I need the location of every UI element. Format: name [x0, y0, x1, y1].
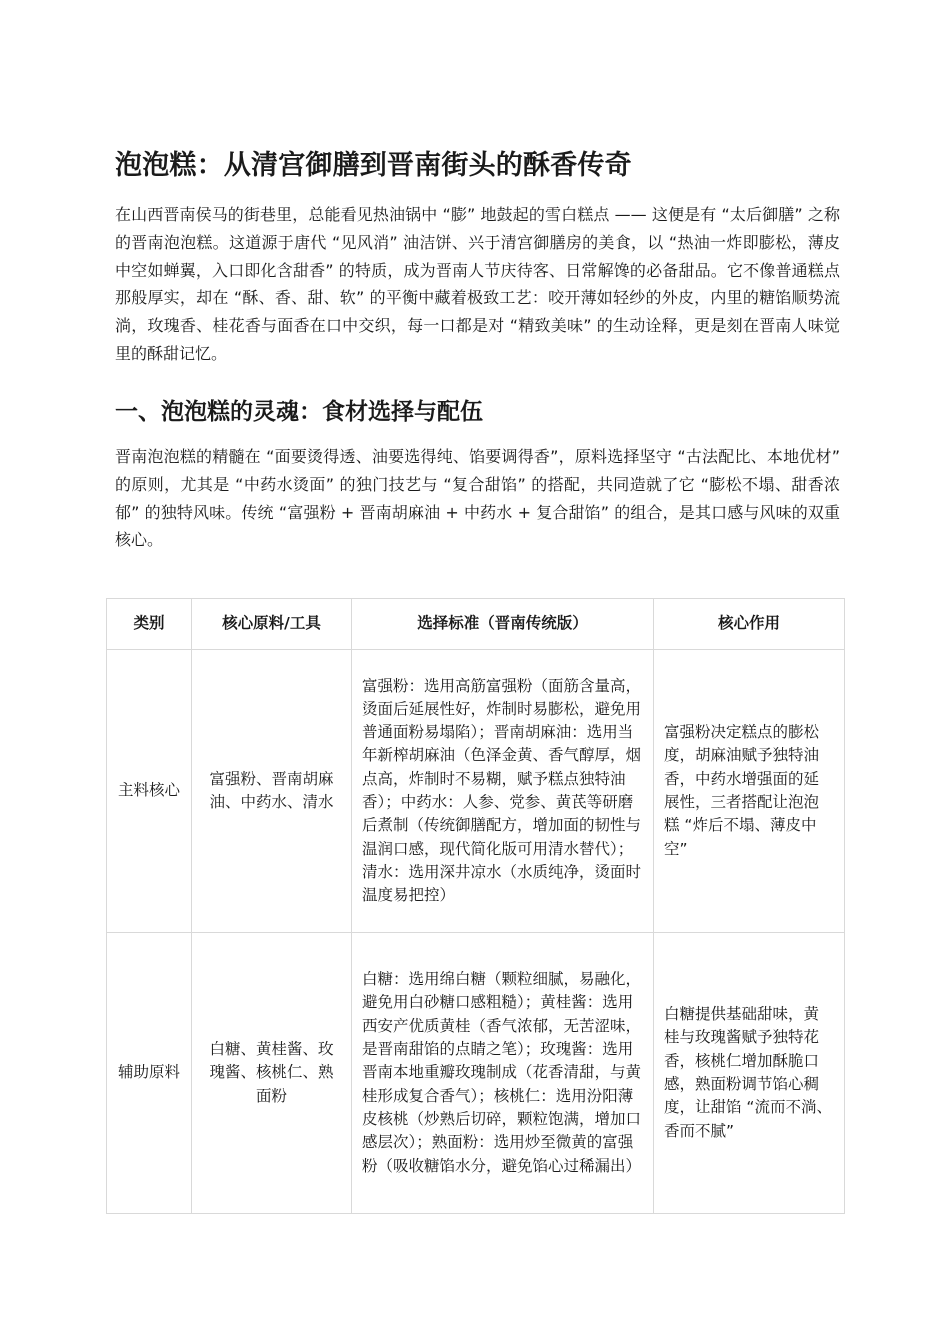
table-header-row	[107, 599, 845, 650]
header-category: 类别	[107, 599, 192, 650]
table-row	[107, 650, 845, 933]
cell-standard: 白糖：选用绵白糖（颗粒细腻，易融化，避免用白砂糖口感粗糙）；黄桂酱：选用西安产优质黄桂（香气浓郁，无苦涩味，是晋南甜馅的点睛之笔）；玫瑰酱：选用晋南本地重瓣玫瑰制成（花香清甜，与黄桂形成复合香气）；核桃仁：选用汾阳薄皮核桃（炒熟后切碎，颗粒饱满，增加口感层次）；熟面粉：选用炒至微黄的富强粉（吸收糖馅水分，避免馅心过稀漏出）	[352, 933, 654, 1214]
header-role: 核心作用	[654, 599, 845, 650]
document-title: 泡泡糕：从清宫御膳到晋南街头的酥香传奇	[115, 150, 632, 181]
cell-standard: 富强粉：选用高筋富强粉（面筋含量高，烫面后延展性好，炸制时易膨松，避免用普通面粉易塌陷）；晋南胡麻油：选用当年新榨胡麻油（色泽金黄、香气醇厚，烟点高，炸制时不易糊，赋予糕点独特油香）；中药水：人参、党参、黄芪等研磨后煮制（传统御膳配方，增加面的韧性与温润口感，现代简化版可用清水替代）；清水：选用深井凉水（水质纯净，烫面时温度易把控）	[352, 650, 654, 933]
cell-category: 主料核心	[107, 650, 192, 933]
intro-paragraph: 在山西晋南侯马的街巷里，总能看见热油锅中 “膨” 地鼓起的雪白糕点 —— 这便是有 “太后御膳” 之称的晋南泡泡糕。这道源于唐代 “见风消” 油洁饼、兴于清宫御膳房的美食，以 “热油一炸即膨松，薄皮中空如蝉翼，入口即化含甜香” 的特质，成为晋南人节庆待客、日常解馋的必备甜品。它不像普通糕点那般厚实，却在 “酥、香、甜、软” 的平衡中藏着极致工艺：咬开薄如轻纱的外皮，内里的糖馅顺势流淌，玫瑰香、桂花香与面香在口中交织，每一口都是对 “精致美味” 的生动诠释，更是刻在晋南人味觉里的酥甜记忆。	[115, 205, 840, 363]
cell-material: 白糖、黄桂酱、玫瑰酱、核桃仁、熟面粉	[192, 933, 352, 1214]
cell-material: 富强粉、晋南胡麻油、中药水、清水	[192, 650, 352, 933]
header-standard: 选择标准（晋南传统版）	[352, 599, 654, 650]
ingredients-table	[106, 598, 845, 1214]
cell-role: 富强粉决定糕点的膨松度，胡麻油赋予独特油香，中药水增强面的延展性，三者搭配让泡泡糕 “炸后不塌、薄皮中空”	[654, 650, 845, 933]
table-row	[107, 933, 845, 1214]
header-material: 核心原料/工具	[192, 599, 352, 650]
cell-category: 辅助原料	[107, 933, 192, 1214]
section-heading: 一、泡泡糕的灵魂：食材选择与配伍	[115, 399, 483, 425]
cell-role: 白糖提供基础甜味，黄桂与玫瑰酱赋予独特花香，核桃仁增加酥脆口感，熟面粉调节馅心稠度，让甜馅 “流而不淌、香而不腻”	[654, 933, 845, 1214]
section-paragraph: 晋南泡泡糕的精髓在 “面要烫得透、油要选得纯、馅要调得香”，原料选择坚守 “古法配比、本地优材” 的原则，尤其是 “中药水烫面” 的独门技艺与 “复合甜馅” 的搭配，共同造就了它 “膨松不塌、甜香浓郁” 的独特风味。传统 “富强粉 + 晋南胡麻油 + 中药水 + 复合甜馅” 的组合，是其口感与风味的双重核心。	[115, 447, 840, 550]
